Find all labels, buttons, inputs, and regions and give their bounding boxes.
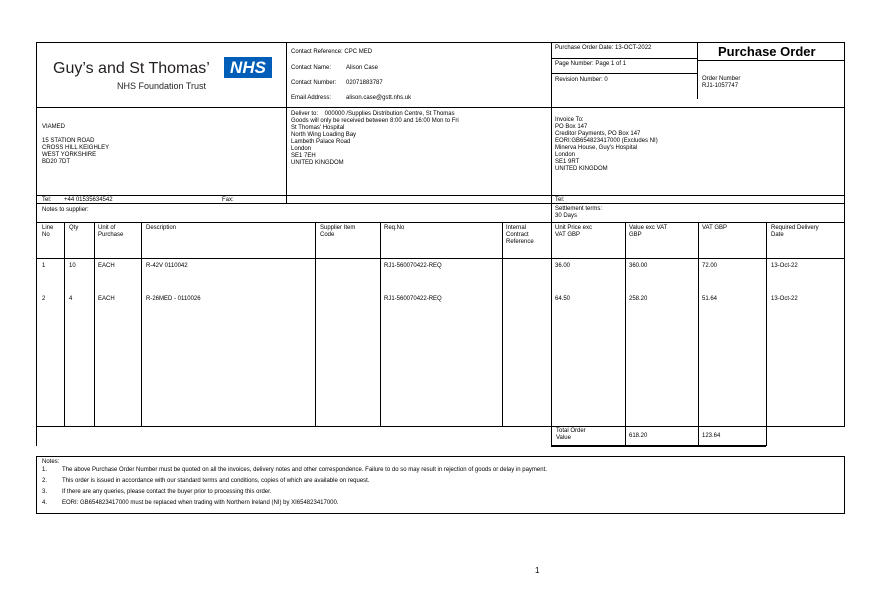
total-vat-value: 123.64 (702, 433, 721, 439)
tel-number: +44 01535634542 (64, 197, 113, 203)
row-2-vat: 51.64 (702, 296, 718, 302)
row-1-value: 360.00 (629, 263, 648, 269)
invoice-tel-label: Tel: (555, 197, 565, 203)
divider (36, 107, 845, 108)
divider (380, 222, 381, 426)
divider (64, 222, 65, 426)
divider (286, 42, 287, 203)
divider (551, 42, 552, 446)
divider (36, 258, 845, 259)
deliver-to-address: Deliver to: 000000 /Supplies Distribution Centre, St Thomas Goods will only be received between 8:00 and 16:00 Mon to Fri St Thomas' Hospital North Wing Loading Bay Lambeth Palace Road London SE1 7EH UNITED KINGDOM (291, 111, 459, 166)
contact-number-label: Contact Number: (291, 80, 337, 86)
note-3-num: 3. (42, 489, 48, 495)
purchase-order-form (36, 42, 845, 446)
divider (286, 195, 287, 203)
row-1-vat: 72.00 (702, 263, 718, 269)
header-value: Value exc VAT GBP (629, 225, 668, 238)
notes-heading: Notes: (42, 459, 60, 465)
page-number-info: Page Number: Page 1 of 1 (555, 61, 627, 67)
email-label: Email Address: (291, 95, 332, 101)
email-address: alison.case@gstt.nhs.uk (346, 95, 412, 101)
row-2-unit: EACH (98, 296, 115, 302)
header-line-no: Line No (42, 225, 54, 238)
invoice-to-address: Invoice To: PO Box 147 Creditor Payments, PO Box 147 EORI:GB654823417000 (Excludes NI) Minerva House, Guy's Hospital London SE1 9RT UNITED KINGDOM (555, 117, 658, 172)
row-1-unit-price: 36.00 (555, 263, 571, 269)
divider (551, 58, 697, 59)
divider (94, 222, 95, 426)
nhs-logo: NHS (224, 57, 272, 78)
row-1-delivery-date: 13-Oct-22 (771, 263, 798, 269)
row-2-delivery-date: 13-Oct-22 (771, 296, 798, 302)
revision-number: Revision Number: 0 (555, 77, 608, 83)
note-4-num: 4. (42, 500, 48, 506)
document-title: Purchase Order (718, 44, 816, 59)
divider (697, 42, 698, 99)
tel-label: Tel: (42, 197, 52, 203)
divider (766, 222, 767, 446)
row-1-description: R-42V 0110042 (146, 263, 188, 269)
divider (698, 222, 699, 446)
row-1-req-no: RJ1-560070422-REQ (384, 263, 442, 269)
row-2-value: 258.20 (629, 296, 648, 302)
row-2-description: R-26MED - 0110026 (146, 296, 201, 302)
header-delivery-date: Required Delivery Date (771, 225, 819, 238)
header-unit: Unit of Purchase (98, 225, 124, 238)
supplier-address: VIAMED 15 STATION ROAD CROSS HILL KEIGHLEY WEST YORKSHIRE BD20 7DT (42, 124, 110, 165)
row-2-unit-price: 64.50 (555, 296, 571, 302)
contact-reference: Contact Reference: CPC MED (291, 49, 373, 55)
divider (36, 222, 845, 223)
header-vat: VAT GBP (702, 225, 728, 231)
trust-name: Guy’s and St Thomas’ (53, 60, 210, 77)
trust-subtitle: NHS Foundation Trust (117, 81, 207, 91)
note-1-num: 1. (42, 467, 48, 473)
row-1-qty: 10 (69, 263, 76, 269)
contact-name-label: Contact Name: (291, 65, 332, 71)
header-supplier-code: Supplier Item Code (320, 225, 356, 238)
order-date: Purchase Order Date: 13-OCT-2022 (555, 45, 652, 51)
divider (551, 73, 697, 74)
header-internal-contract: Internal Contract Reference (506, 225, 534, 245)
page-number: 1 (535, 566, 540, 575)
note-2-text: This order is issued in accordance with our standard terms and conditions, copies of which are available on request. (62, 478, 370, 484)
header-req-no: Req.No (384, 225, 405, 231)
header-unit-price: Unit Price exc VAT GBP (555, 225, 593, 238)
row-1-line: 1 (42, 263, 46, 269)
order-number: RJ1-1057747 (702, 83, 739, 89)
row-1-unit: EACH (98, 263, 115, 269)
divider (551, 446, 766, 447)
divider (625, 222, 626, 446)
contact-name: Alison Case (346, 65, 379, 71)
notes-to-supplier: Notes to supplier: (42, 207, 89, 213)
note-1-text: The above Purchase Order Number must be quoted on all the invoices, delivery notes and other correspondence. Failure to do so may result in rejection of goods or delay in payment. (62, 467, 547, 473)
divider (697, 60, 845, 61)
row-2-qty: 4 (69, 296, 73, 302)
header-qty: Qty (69, 225, 79, 231)
fax-label: Fax: (222, 197, 234, 203)
note-2-num: 2. (42, 478, 48, 484)
note-4-text: EORI: GB654823417000 must be replaced when trading with Northern Ireland (NI) by XI654823417000. (62, 500, 339, 506)
row-2-req-no: RJ1-560070422-REQ (384, 296, 442, 302)
header-description: Description (146, 225, 177, 231)
divider (502, 222, 503, 426)
total-order-value: 618.20 (629, 433, 648, 439)
settlement-terms: Settlement terms: 30 Days (555, 206, 603, 219)
order-number-label: Order Number (702, 76, 741, 82)
divider (141, 222, 142, 426)
divider (36, 203, 845, 204)
total-order-label: Total Order Value (556, 428, 586, 441)
divider (315, 222, 316, 426)
note-3-text: If there are any queries, please contact the buyer prior to processing this order. (62, 489, 272, 495)
divider (36, 195, 845, 196)
contact-number: 02071883787 (346, 80, 383, 86)
row-2-line: 2 (42, 296, 46, 302)
